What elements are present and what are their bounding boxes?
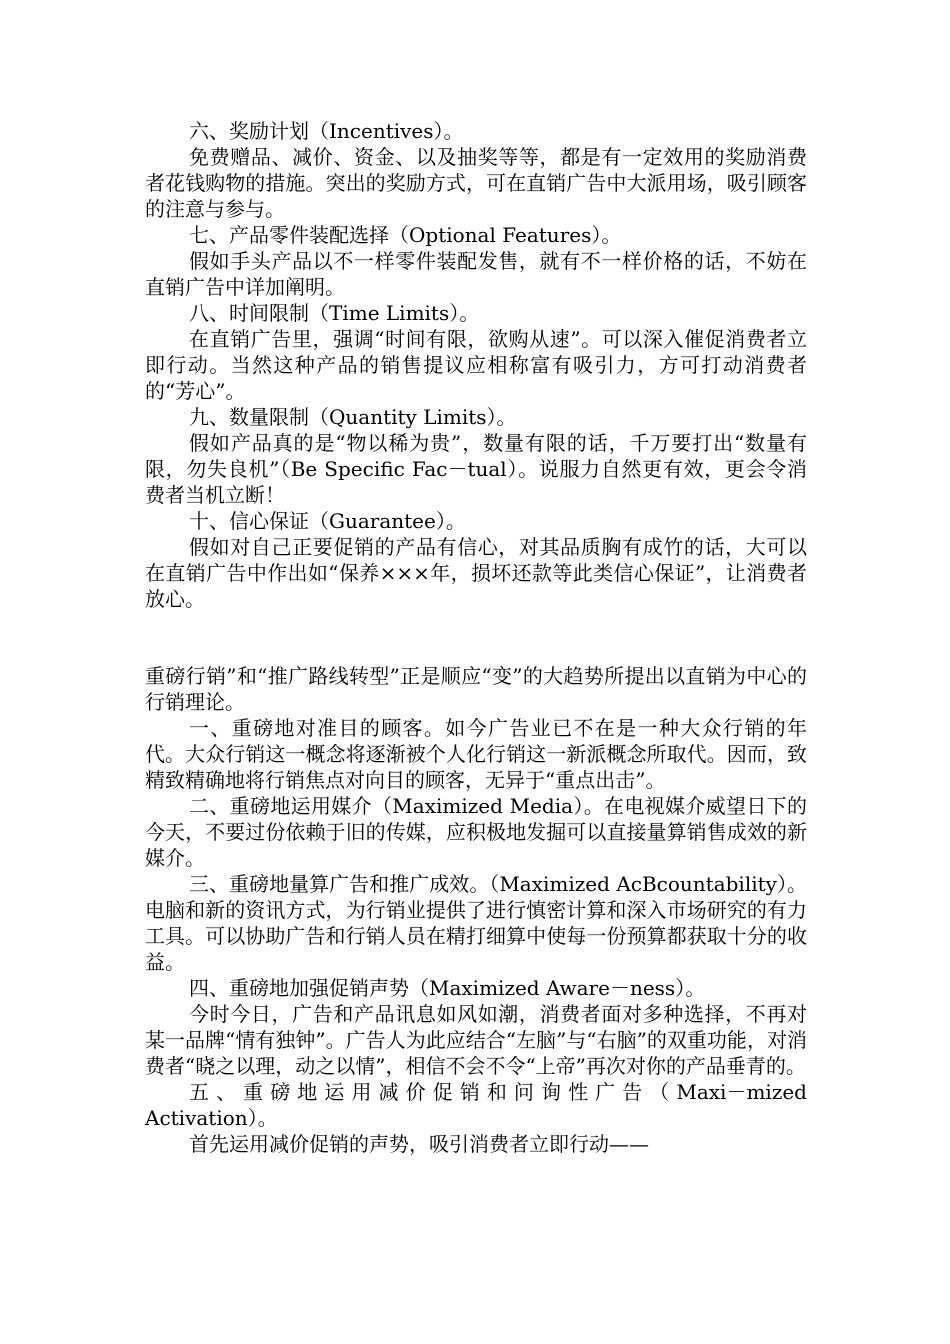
heading-optional-features: 七、产品零件装配选择（Optional Features）。 — [189, 223, 622, 247]
section-incentives-to-guarantee — [145, 118, 807, 612]
paragraph-quantity-limits: 假如产品真的是“物以稀为贵”，数量有限的话，千万要打出“数量有限，勿失良机”（Be Specific Fac－tual）。说服力自然更有效，更会令消费者当机立断！ — [145, 431, 807, 507]
paragraph-target-customers: 一、重磅地对准目的顾客。如今广告业已不在是一种大众行销的年代。大众行销这一概念将逐渐被个人化行销这一新派概念所取代。因而，致精致精确地将行销焦点对向目的顾客，无异于“重点出击”。 — [145, 716, 807, 792]
paragraph-incentives: 免费赠品、减价、资金、以及抽奖等等，都是有一定效用的奖励消费者花钱购物的措施。突出的奖励方式，可在直销广告中大派用场，吸引顾客的注意与参与。 — [145, 145, 807, 221]
paragraph-time-limits: 在直销广告里，强调“时间有限，欲购从速”。可以深入催促消费者立即行动。当然这种产品的销售提议应相称富有吸引力，方可打动消费者的“芳心”。 — [145, 327, 807, 403]
paragraph-maximized-awareness: 今时今日，广告和产品讯息如风如潮，消费者面对多种选择，不再对某一品牌“情有独钟”。广告人为此应结合“左脑”与“右脑”的双重功能，对消费者“晓之以理，动之以情”，相信不会不令“上帝”再次对你的产品垂青的。 — [145, 1002, 807, 1078]
heading-quantity-limits: 九、数量限制（Quantity Limits）。 — [189, 405, 517, 429]
section-maximized-marketing — [145, 663, 807, 1157]
paragraph-intro: 重磅行销”和“推广路线转型”正是顺应“变”的大趋势所提出以直销为中心的行销理论。 — [145, 664, 807, 714]
paragraph-guarantee: 假如对自己正要促销的产品有信心，对其品质胸有成竹的话，大可以在直销广告中作出如“保养×××年，损坏还款等此类信心保证”，让消费者放心。 — [145, 535, 807, 611]
heading-maximized-activation: 五、重磅地运用减价促销和问询性广告（Maxi－mized Activation）。 — [145, 1080, 807, 1130]
paragraph-optional-features: 假如手头产品以不一样零件装配发售，就有不一样价格的话，不妨在直销广告中详加阐明。 — [145, 249, 807, 299]
heading-maximized-awareness: 四、重磅地加强促销声势（Maximized Aware－ness）。 — [189, 976, 706, 1000]
paragraph-maximized-accountability: 三、重磅地量算广告和推广成效。（Maximized AcBcountability）。电脑和新的资讯方式，为行销业提供了进行慎密计算和深入市场研究的有力工具。可以协助广告和行销人员在精打细算中使每一份预算都获取十分的收益。 — [145, 872, 807, 974]
paragraph-activation-start: 首先运用减价促销的声势，吸引消费者立即行动—— — [189, 1132, 649, 1156]
heading-incentives: 六、奖励计划（Incentives）。 — [189, 119, 464, 143]
heading-time-limits: 八、时间限制（Time Limits）。 — [189, 301, 480, 325]
heading-guarantee: 十、信心保证（Guarantee）。 — [189, 509, 466, 533]
paragraph-maximized-media: 二、重磅地运用媒介（Maximized Media）。在电视媒介威望日下的今天，不要过份依赖于旧的传媒，应积极地发掘可以直接量算销售成效的新媒介。 — [145, 794, 807, 870]
